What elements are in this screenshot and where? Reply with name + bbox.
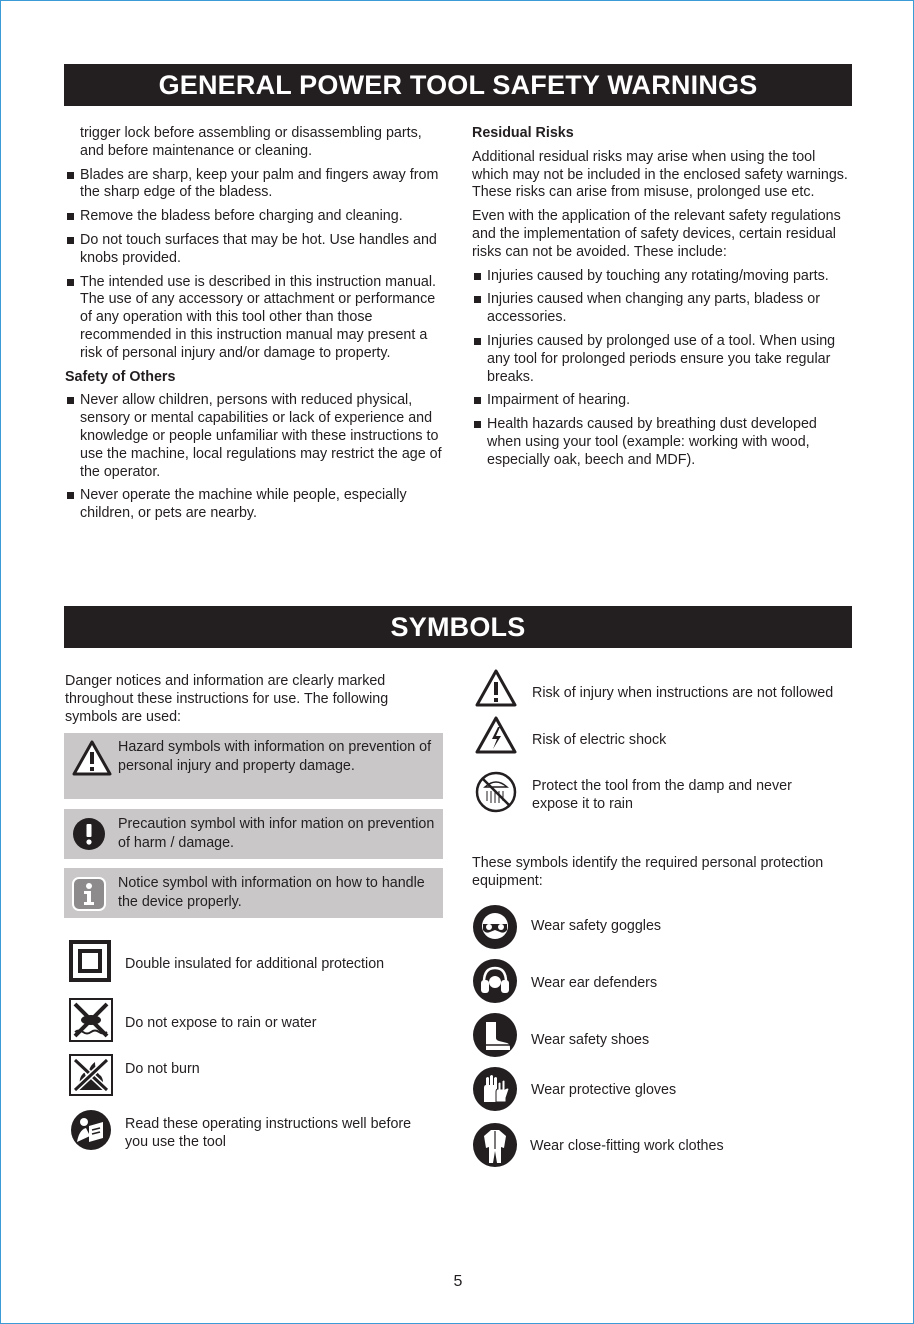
symbol-label: Do not expose to rain or water xyxy=(125,1014,317,1031)
no-rain-icon xyxy=(475,771,517,818)
hazard-symbol-text: Hazard symbols with information on prevention of personal injury and property damage. xyxy=(118,739,432,774)
list-item: Blades are sharp, keep your palm and fingers away from the sharp edge of the bladess. xyxy=(65,167,445,203)
left-warnings-column xyxy=(65,125,445,529)
precaution-symbol-box xyxy=(64,809,443,859)
list-item: Injuries caused by prolonged use of a tool. When using any tool for prolonged periods ensure you take regular breaks. xyxy=(472,333,852,386)
no-water-icon xyxy=(69,998,113,1047)
warning-triangle-icon xyxy=(475,669,517,712)
safety-of-others-heading: Safety of Others xyxy=(65,368,176,385)
symbol-label: Do not burn xyxy=(125,1060,200,1077)
symbol-row-double-insulated xyxy=(69,940,384,987)
ppe-intro: These symbols identify the required personal protection equipment: xyxy=(472,855,824,889)
warning-triangle-icon xyxy=(72,740,112,782)
list-item: Never allow children, persons with reduced physical, sensory or mental capabilities or lack of experience and knowledge or people unfamiliar with these instructions to use the machine, local regulations may restrict the age of the operator. xyxy=(65,392,445,481)
list-item: Remove the bladess before charging and cleaning. xyxy=(65,208,445,226)
ear-defenders-icon xyxy=(472,958,518,1009)
ppe-row-safety-shoes xyxy=(472,1012,649,1063)
info-icon xyxy=(72,877,106,917)
ppe-row-goggles xyxy=(472,904,661,955)
right-risks-column xyxy=(472,125,852,476)
safety-shoes-icon xyxy=(472,1012,518,1063)
general-warnings-banner: GENERAL POWER TOOL SAFETY WARNINGS xyxy=(64,64,852,106)
list-item: Injuries caused by touching any rotating/moving parts. xyxy=(472,268,852,286)
notice-symbol-box xyxy=(64,868,443,918)
list-item: Never operate the machine while people, especially children, or pets are nearby. xyxy=(65,487,445,523)
symbols-intro: Danger notices and information are clearly marked throughout these instructions for use. The following symbols are used: xyxy=(65,673,389,725)
ppe-label: Wear ear defenders xyxy=(531,974,658,991)
symbol-label: Protect the tool from the damp and never expose it to rain xyxy=(532,777,792,812)
symbols-banner: SYMBOLS xyxy=(64,606,852,648)
precaution-symbol-text: Precaution symbol with infor mation on prevention of harm / damage. xyxy=(118,816,435,851)
double-insulated-icon xyxy=(69,940,111,987)
hazard-symbol-box xyxy=(64,733,443,799)
ppe-row-gloves xyxy=(472,1066,676,1117)
list-item: Injuries caused when changing any parts, bladess or accessories. xyxy=(472,291,852,327)
list-item: Health hazards caused by breathing dust developed when using your tool (example: working with wood, especially oak, beech and MDF). xyxy=(472,416,852,469)
list-item: Impairment of hearing. xyxy=(472,392,852,410)
continuation-text: trigger lock before assembling or disassembling parts, and before maintenance or cleaning. xyxy=(80,125,422,159)
gloves-icon xyxy=(472,1066,518,1117)
ppe-row-ear-defenders xyxy=(472,958,657,1009)
symbol-row-risk-of-injury xyxy=(475,669,833,712)
ppe-label: Wear safety goggles xyxy=(531,917,662,934)
ppe-row-work-clothes xyxy=(472,1122,724,1173)
ppe-label: Wear close-fitting work clothes xyxy=(530,1137,724,1154)
residual-para-2: Even with the application of the relevant safety regulations and the implementation of safety devices, certain residual risks can not be avoided. These include: xyxy=(472,208,841,260)
symbol-label: Read these operating instructions well before you use the tool xyxy=(125,1115,412,1150)
symbol-row-no-rain xyxy=(475,771,855,818)
goggles-icon xyxy=(472,904,518,955)
read-manual-icon xyxy=(69,1108,113,1157)
symbol-row-electric-shock xyxy=(475,716,666,759)
ppe-label: Wear protective gloves xyxy=(531,1082,677,1098)
exclamation-circle-icon xyxy=(72,817,106,857)
symbol-row-no-burn xyxy=(69,1054,200,1101)
list-item: The intended use is described in this instruction manual. The use of any accessory or attachment or performance of any operation with this tool other than those recommended in this instruction manual may present a risk of personal injury and/or damage to property. xyxy=(65,274,445,363)
symbol-label: Risk of electric shock xyxy=(532,732,667,748)
notice-symbol-text: Notice symbol with information on how to handle the device properly. xyxy=(118,875,425,910)
ppe-label: Wear safety shoes xyxy=(531,1031,650,1048)
symbol-row-no-water xyxy=(69,998,317,1047)
symbol-label: Double insulated for additional protection xyxy=(125,955,385,972)
list-item: Do not touch surfaces that may be hot. Use handles and knobs provided. xyxy=(65,232,445,268)
electric-shock-icon xyxy=(475,716,517,759)
residual-risks-heading: Residual Risks xyxy=(472,125,574,141)
symbol-label: Risk of injury when instructions are not followed xyxy=(532,685,834,701)
work-clothes-icon xyxy=(472,1122,518,1173)
no-burn-icon xyxy=(69,1054,113,1101)
page-number: 5 xyxy=(453,1273,463,1290)
residual-para-1: Additional residual risks may arise when using the tool which may not be included in the enclosed safety warnings. These risks can arise from misuse, prolonged use etc. xyxy=(472,148,848,201)
symbol-row-read-manual xyxy=(69,1108,429,1157)
